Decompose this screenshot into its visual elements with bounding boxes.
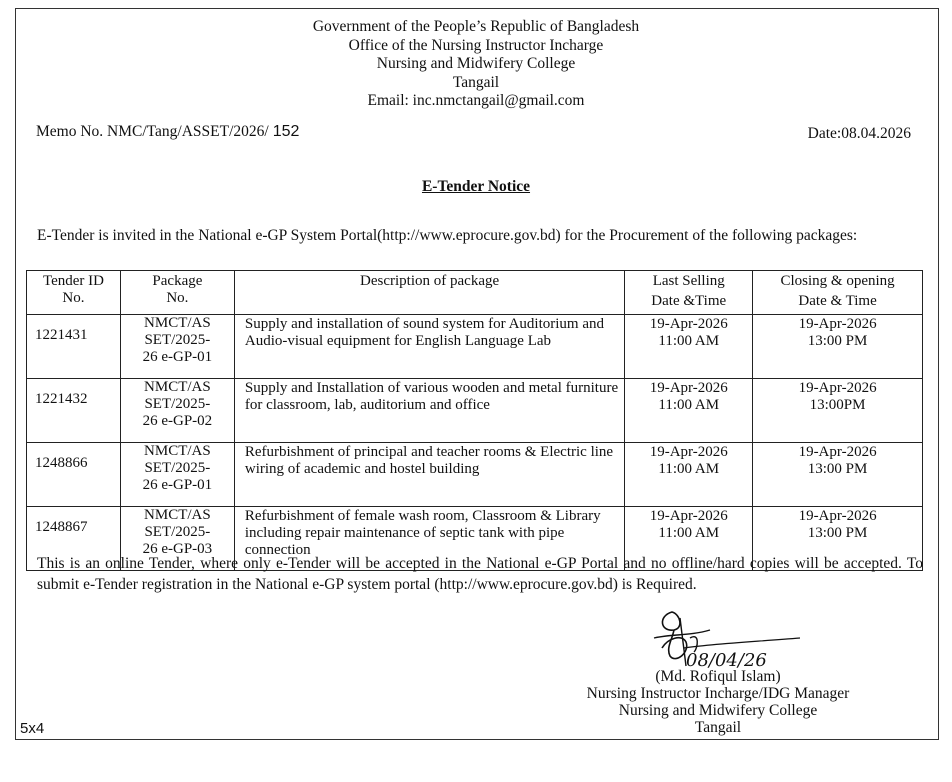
last-selling-cell: 19-Apr-2026 11:00 AM [625,315,753,379]
tender-table [26,270,923,571]
signature-block [548,668,888,736]
letterhead-email: Email: inc.nmctangail@gmail.com [367,92,585,109]
notice-title: E-Tender Notice [421,178,531,195]
memo-handwritten-number: 152 [272,123,300,140]
description-cell: Refurbishment of principal and teacher rooms & Electric line wiring of academic and hostel building [234,443,624,507]
tender-id-cell: 1221431 [27,315,121,379]
description-cell: Supply and installation of sound system for Auditorium and Audio-visual equipment for English Language Lab [234,315,624,379]
last-selling-cell: 19-Apr-2026 11:00 AM [625,443,753,507]
table-row [27,379,923,443]
header-closing: Closing & opening Date & Time [753,271,923,315]
table-row [27,443,923,507]
memo-label: Memo No. NMC/Tang/ASSET/2026/ [36,123,269,140]
tender-id-cell: 1248866 [27,443,121,507]
tender-id-cell: 1248867 [27,507,121,571]
table-header-row [27,271,923,315]
signatory-title: Nursing Instructor Incharge/IDG Manager [586,685,850,702]
header-package: Package No. [120,271,234,315]
letterhead-city: Tangail [452,73,500,91]
letterhead-college: Nursing and Midwifery College [376,55,576,72]
letterhead [0,18,952,111]
header-description: Description of package [234,271,624,315]
table-row [27,315,923,379]
closing-cell: 19-Apr-2026 13:00 PM [753,315,923,379]
signatory-name: (Md. Rofiqul Islam) [655,668,781,685]
header-last-selling: Last Selling Date &Time [625,271,753,315]
tender-id-cell: 1221432 [27,379,121,443]
letterhead-office: Office of the Nursing Instructor Incharge [348,36,604,54]
svg-text:08/04/26: 08/04/26 [686,650,767,671]
notice-date: Date:08.04.2026 [807,125,911,142]
memo-number [36,123,299,141]
handwritten-signature [650,608,820,672]
page-size-label: 5x4 [20,720,45,737]
last-selling-cell: 19-Apr-2026 11:00 AM [625,379,753,443]
letterhead-government: Government of the People’s Republic of Bangladesh [312,18,640,35]
signatory-org: Nursing and Midwifery College [618,702,818,719]
intro-paragraph: E-Tender is invited in the National e-GP System Portal(http://www.eprocure.gov.bd) for the Procurement of the following packages: [37,227,858,244]
closing-cell: 19-Apr-2026 13:00 PM [753,443,923,507]
footer-paragraph: This is an online Tender, where only e-Tender will be accepted in the National e-GP Portal and no offline/hard copies will be accepted. To submit e-Tender registration in the National e-GP system portal (http://www.eprocure.gov.bd) is Required. [37,555,923,593]
package-cell: NMCT/AS SET/2025- 26 e-GP-01 [120,315,234,379]
closing-cell: 19-Apr-2026 13:00 PM [753,507,923,571]
last-selling-cell: 19-Apr-2026 11:00 AM [625,507,753,571]
closing-cell: 19-Apr-2026 13:00PM [753,379,923,443]
description-cell: Refurbishment of female wash room, Classroom & Library including repair maintenance of septic tank with pipe connection [234,507,624,571]
signatory-place: Tangail [694,719,742,736]
header-tender-id: Tender ID No. [27,271,121,315]
package-cell: NMCT/AS SET/2025- 26 e-GP-02 [120,379,234,443]
package-cell: NMCT/AS SET/2025- 26 e-GP-03 [120,507,234,571]
description-cell: Supply and Installation of various wooden and metal furniture for classroom, lab, auditorium and office [234,379,624,443]
package-cell: NMCT/AS SET/2025- 26 e-GP-01 [120,443,234,507]
